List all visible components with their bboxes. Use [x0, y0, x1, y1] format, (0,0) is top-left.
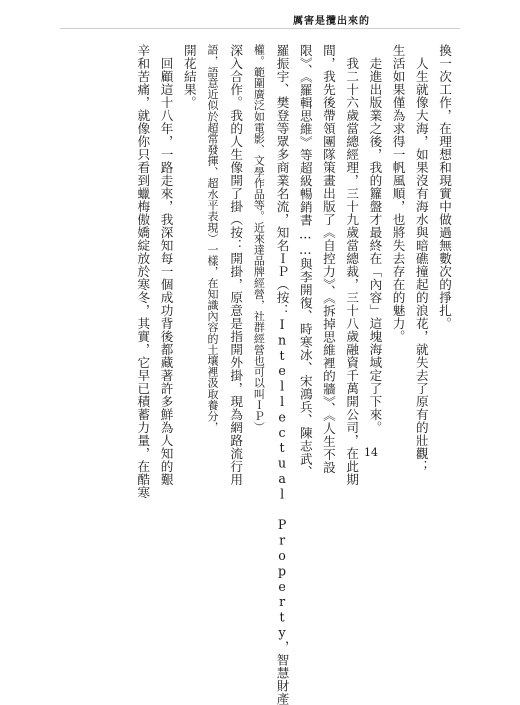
text-line: 辛和苦痛，就像你只看到蠟梅傲嬌綻放於寒冬，其實，它早已積蓄力量，在酷寒 — [135, 44, 151, 499]
text-line: 人生就像大海，如果沒有海水與暗礁撞起的浪花，就失去了原有的壯觀； — [413, 56, 429, 473]
text-line: 生活如果僅為求得一帆風順，也將失去存在的魅力。 — [390, 44, 406, 343]
text-line-annotation: 權。範圍廣泛如電影、文學作品等。近來達品牌經營，社群經營也可以叫ＩＰ） — [252, 44, 266, 433]
text-line: 間，我先後帶領團隊策畫出版了《自控力》、《拆掉思維裡的牆》、《人生不設 — [320, 44, 336, 474]
text-line: 走進出版業之後，我的籮盤才最終在「內容」這塊海域定了下來。 — [367, 56, 383, 434]
text-line: 開花結果。 — [181, 44, 197, 109]
header-divider — [60, 28, 460, 29]
text-line: 限》、《羅輯思維》等超級暢銷書……與李開復、時寒冰、宋鴻兵、陳志武、 — [297, 44, 313, 479]
text-line: 羅振宇、樊登等眾多商業名流，知名ＩＰ（按：Intellectual Property，智慧財產 — [274, 44, 290, 705]
text-line: 回顧這十八年，一路走來，我深知每一個成功背後都藏著許多鮮為人知的艱 — [158, 56, 174, 486]
running-header: 厲害是攬出來的 — [293, 16, 370, 27]
text-line-annotation: 語，語意近似於超常發揮、超水平表現）一樣，在知識內容的土壤裡汲取養分， — [205, 44, 219, 433]
page-number: 14 — [364, 446, 378, 459]
text-line: 我二十六歲當總經理，三十九歲當總裁，三十八歲融資千萬開公司，在此期 — [344, 56, 360, 486]
text-line: 換一次工作，在理想和現實中做過無數次的掙扎。 — [437, 44, 452, 330]
text-line: 深入合作。我的人生像開了掛（按：開掛，原意是指開外掛，現為網路流行用 — [228, 44, 244, 486]
